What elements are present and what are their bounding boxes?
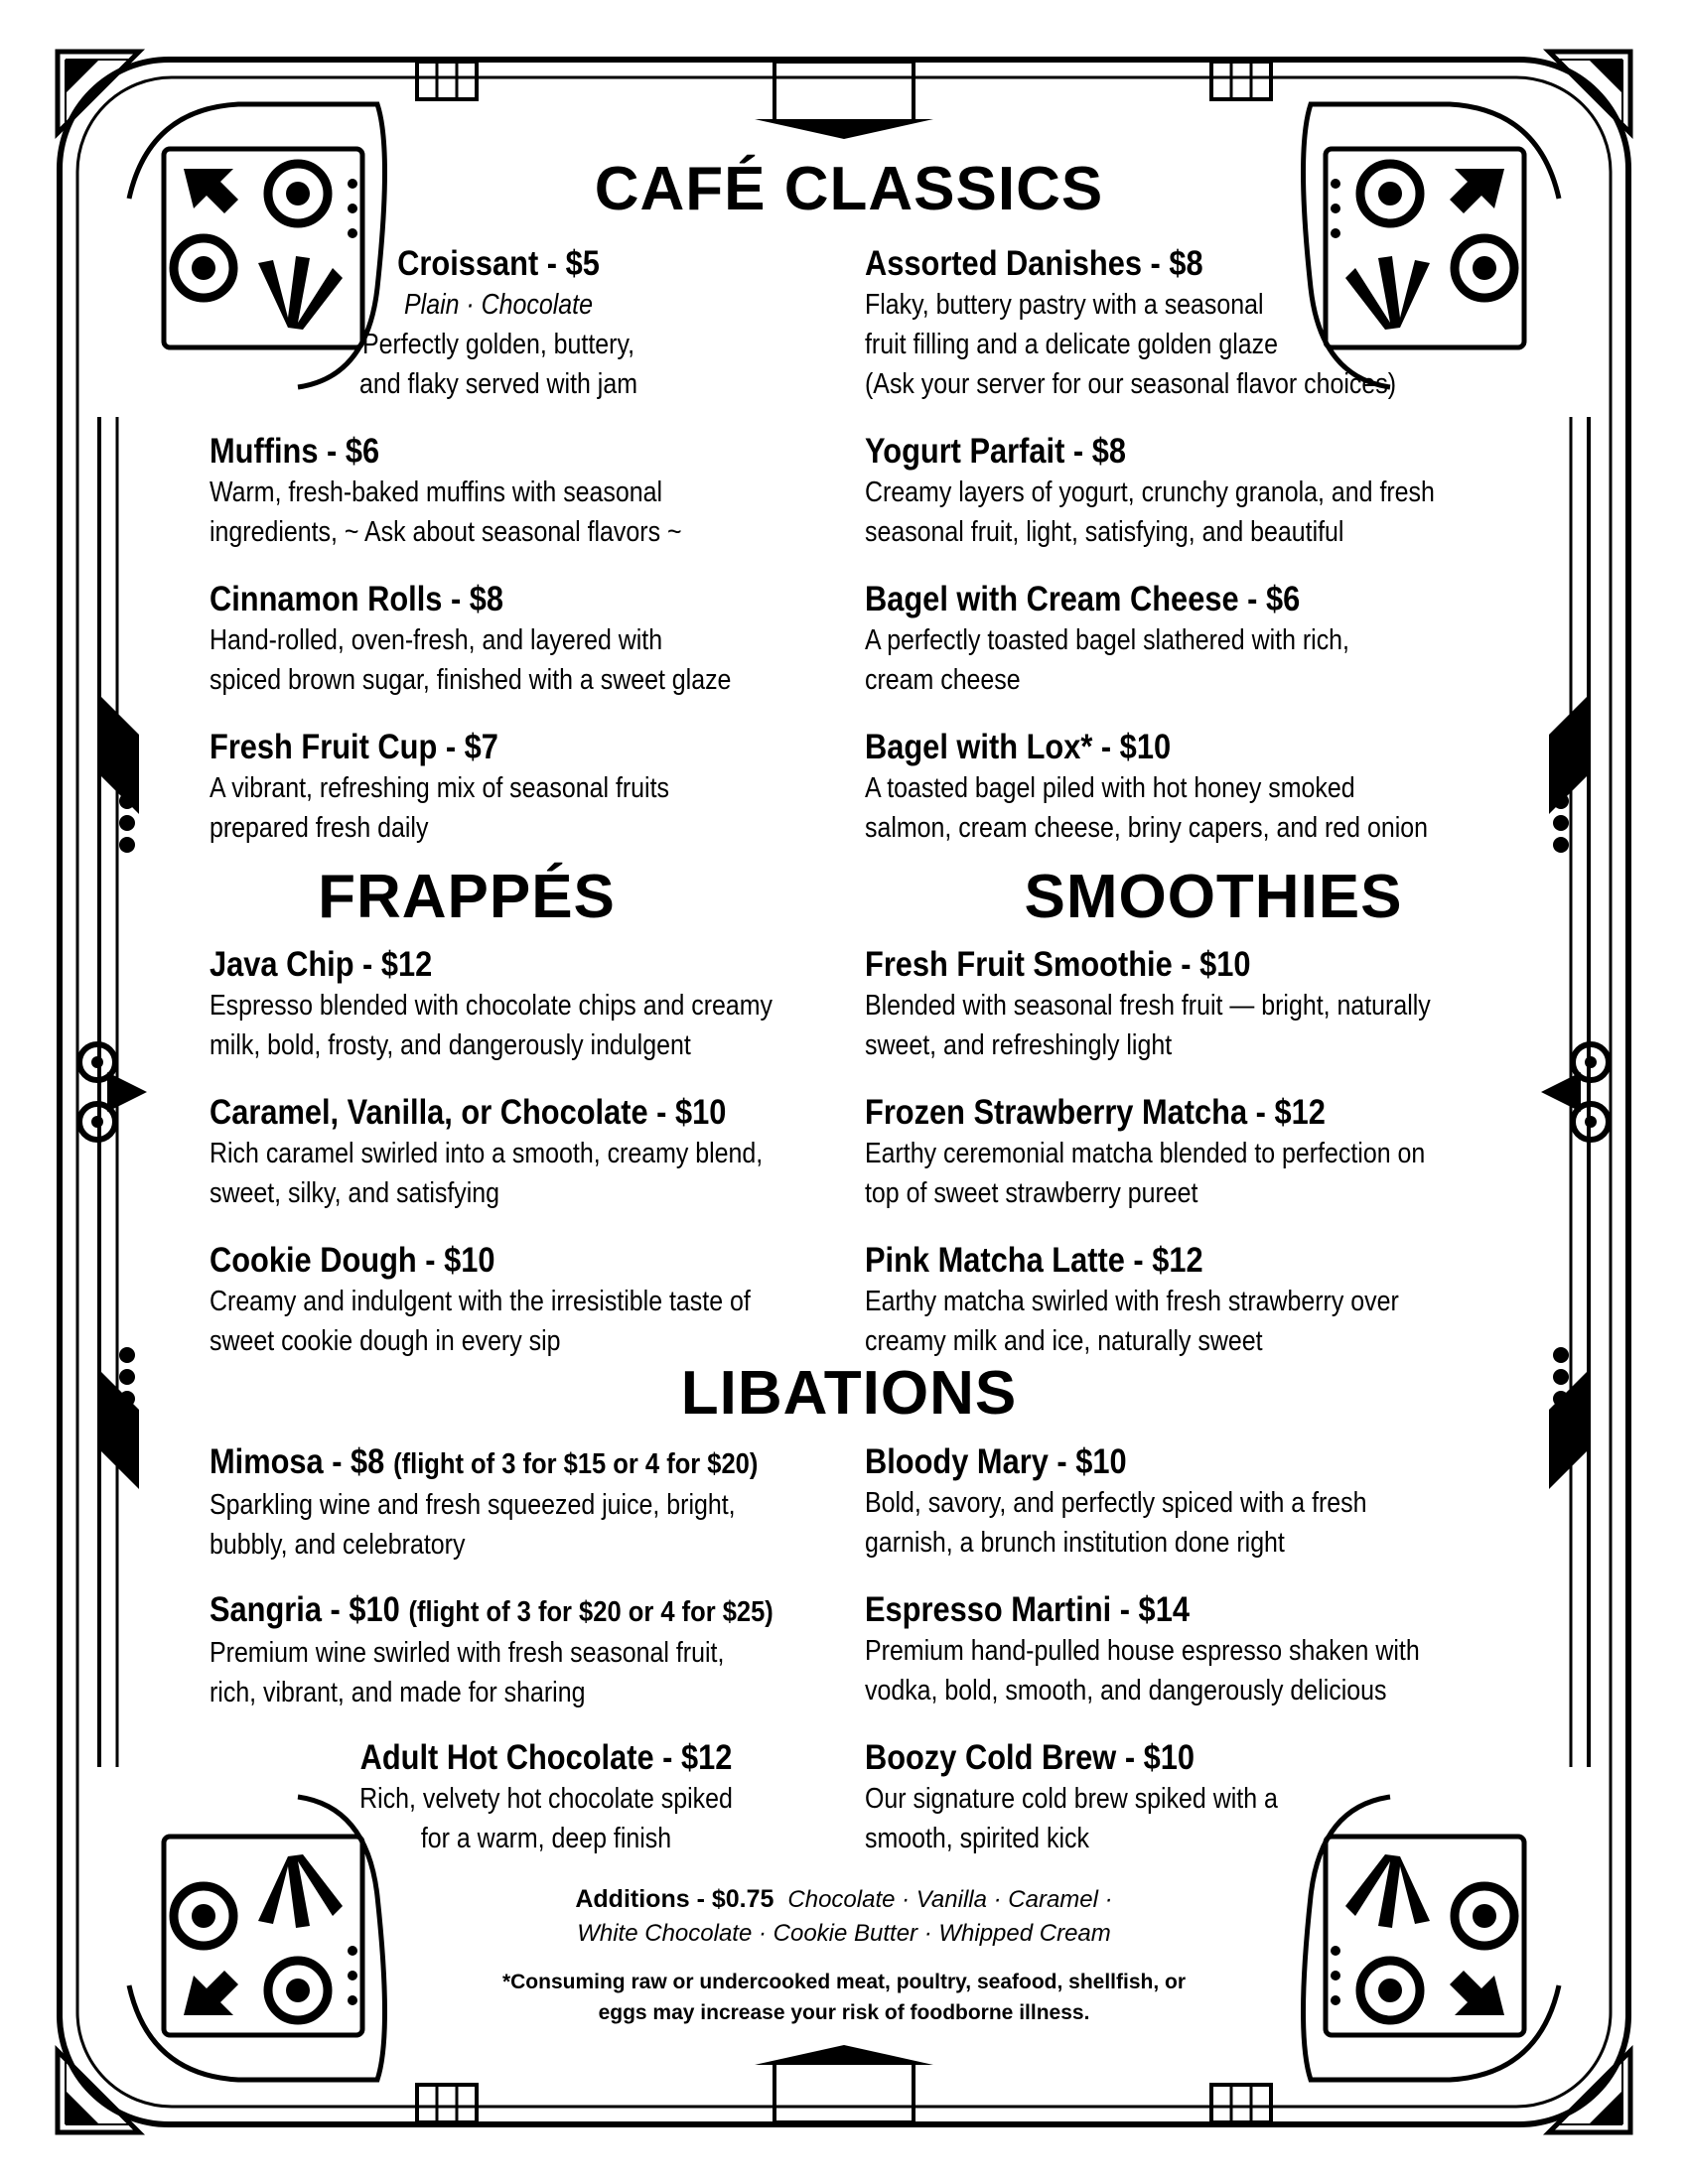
item-title: Bagel with Cream Cheese - $6 xyxy=(865,580,1301,618)
item-title: Muffins - $6 xyxy=(210,432,380,471)
menu-item-bagel-cream-cheese xyxy=(865,579,1520,700)
item-title: Pink Matcha Latte - $12 xyxy=(865,1241,1203,1280)
item-title xyxy=(210,1589,786,1633)
item-desc: Warm, fresh-baked muffins with seasonal xyxy=(210,477,663,508)
menu-item-yogurt-parfait xyxy=(865,431,1520,552)
heading-cafe-classics: CAFÉ CLASSICS xyxy=(594,155,1104,223)
menu-footer xyxy=(348,1882,1340,2028)
menu-item-bloody-mary xyxy=(865,1441,1520,1563)
item-title: Cookie Dough - $10 xyxy=(210,1241,495,1280)
additions-line1: Chocolate · Vanilla · Caramel · xyxy=(787,1886,1113,1913)
item-title: Espresso Martini - $14 xyxy=(865,1590,1190,1629)
item-desc: salmon, cream cheese, briny capers, and red onion xyxy=(865,812,1428,844)
item-title: Java Chip - $12 xyxy=(210,945,433,984)
heading-libations: LIBATIONS xyxy=(680,1359,1018,1428)
item-title: Croissant - $5 xyxy=(397,244,600,283)
item-desc: sweet, silky, and satisfying xyxy=(210,1177,500,1209)
item-title: Caramel, Vanilla, or Chocolate - $10 xyxy=(210,1093,727,1132)
item-desc: A perfectly toasted bagel slathered with rich, xyxy=(865,624,1349,656)
menu-item-fresh-fruit-smoothie xyxy=(865,944,1520,1065)
item-desc: seasonal fruit, light, satisfying, and beautiful xyxy=(865,516,1344,548)
menu-item-caramel-vanilla-chocolate xyxy=(210,1092,865,1213)
item-title: Cinnamon Rolls - $8 xyxy=(210,580,504,618)
item-desc: creamy milk and ice, naturally sweet xyxy=(865,1325,1263,1357)
additions-line xyxy=(348,1917,1340,1951)
item-desc: Earthy matcha swirled with fresh strawberry over xyxy=(865,1286,1399,1317)
item-desc: (Ask your server for our seasonal flavor choices) xyxy=(865,368,1397,400)
menu-item-espresso-martini xyxy=(865,1589,1520,1710)
menu-item-sangria xyxy=(210,1589,865,1712)
item-desc: Bold, savory, and perfectly spiced with a fresh xyxy=(865,1487,1367,1519)
menu-item-fresh-fruit-cup xyxy=(210,727,865,848)
item-desc: Perfectly golden, buttery, xyxy=(361,329,635,360)
menu-item-boozy-cold-brew xyxy=(865,1737,1520,1858)
menu-item-bagel-lox xyxy=(865,727,1520,848)
additions xyxy=(348,1882,1340,1917)
menu-item-cookie-dough xyxy=(210,1240,865,1361)
menu-item-java-chip xyxy=(210,944,865,1065)
item-desc: milk, bold, frosty, and dangerously indulgent xyxy=(210,1029,691,1061)
item-desc: bubbly, and celebratory xyxy=(210,1529,466,1561)
item-title xyxy=(210,1441,786,1485)
item-title: Assorted Danishes - $8 xyxy=(865,244,1203,283)
item-desc: Rich caramel swirled into a smooth, creamy blend, xyxy=(210,1138,764,1169)
disclaimer-line2: eggs may increase your risk of foodborne illness. xyxy=(598,2001,1090,2024)
item-desc: Our signature cold brew spiked with a xyxy=(865,1783,1278,1815)
item-desc: vodka, bold, smooth, and dangerously delicious xyxy=(865,1675,1387,1706)
item-desc: smooth, spirited kick xyxy=(865,1823,1089,1854)
item-name: Mimosa - $8 xyxy=(210,1442,385,1481)
item-desc: ingredients, ~ Ask about seasonal flavors ~ xyxy=(210,516,682,548)
item-desc: garnish, a brunch institution done right xyxy=(865,1527,1285,1559)
item-variants: Plain · Chocolate xyxy=(404,289,593,321)
menu-item-pink-matcha-latte xyxy=(865,1240,1520,1361)
item-desc: Earthy ceremonial matcha blended to perfection on xyxy=(865,1138,1426,1169)
item-title: Adult Hot Chocolate - $12 xyxy=(359,1738,733,1777)
item-desc: Premium hand-pulled house espresso shaken with xyxy=(865,1635,1420,1667)
additions-label: Additions - $0.75 xyxy=(575,1885,774,1913)
item-name: Sangria - $10 xyxy=(210,1590,400,1629)
item-desc: cream cheese xyxy=(865,664,1021,696)
item-desc: A toasted bagel piled with hot honey smoked xyxy=(865,772,1355,804)
flight-note: (flight of 3 for $15 or 4 for $20) xyxy=(393,1448,759,1480)
item-title: Frozen Strawberry Matcha - $12 xyxy=(865,1093,1326,1132)
item-desc: Hand-rolled, oven-fresh, and layered with xyxy=(210,624,663,656)
menu-item-croissant xyxy=(230,243,767,404)
item-desc: top of sweet strawberry pureet xyxy=(865,1177,1198,1209)
item-desc: Premium wine swirled with fresh seasonal fruit, xyxy=(210,1637,725,1669)
item-desc: sweet, and refreshingly light xyxy=(865,1029,1173,1061)
flight-note: (flight of 3 for $20 or 4 for $25) xyxy=(408,1596,774,1628)
item-desc: Blended with seasonal fresh fruit — bright, naturally xyxy=(865,990,1431,1022)
disclaimer-line1: *Consuming raw or undercooked meat, poultry, seafood, shellfish, or xyxy=(501,1971,1187,1993)
item-title: Fresh Fruit Cup - $7 xyxy=(210,728,498,766)
item-title: Bagel with Lox* - $10 xyxy=(865,728,1172,766)
menu-item-cinnamon-rolls xyxy=(210,579,865,700)
item-desc: Creamy and indulgent with the irresistible taste of xyxy=(210,1286,751,1317)
item-title: Fresh Fruit Smoothie - $10 xyxy=(865,945,1251,984)
item-desc: sweet cookie dough in every sip xyxy=(210,1325,561,1357)
item-desc: prepared fresh daily xyxy=(210,812,429,844)
menu-item-frozen-strawberry-matcha xyxy=(865,1092,1520,1213)
additions-line2: White Chocolate · Cookie Butter · Whipped Cream xyxy=(577,1920,1111,1947)
item-title: Boozy Cold Brew - $10 xyxy=(865,1738,1196,1777)
heading-frappes: FRAPPÉS xyxy=(318,863,616,931)
item-desc: Espresso blended with chocolate chips and creamy xyxy=(210,990,774,1022)
item-desc: for a warm, deep finish xyxy=(420,1823,672,1854)
menu-item-mimosa xyxy=(210,1441,865,1565)
food-safety-disclaimer xyxy=(348,1967,1340,2028)
item-desc: fruit filling and a delicate golden glaze xyxy=(865,329,1278,360)
heading-smoothies: SMOOTHIES xyxy=(1024,863,1403,931)
menu-item-adult-hot-chocolate xyxy=(288,1737,804,1858)
item-desc: Sparkling wine and fresh squeezed juice, bright, xyxy=(210,1489,736,1521)
item-desc: rich, vibrant, and made for sharing xyxy=(210,1677,586,1708)
item-desc: spiced brown sugar, finished with a sweet glaze xyxy=(210,664,732,696)
item-title: Bloody Mary - $10 xyxy=(865,1442,1127,1481)
item-desc: and flaky served with jam xyxy=(358,368,638,400)
menu-item-danishes xyxy=(865,243,1520,404)
item-desc: Rich, velvety hot chocolate spiked xyxy=(359,1783,733,1815)
item-title: Yogurt Parfait - $8 xyxy=(865,432,1126,471)
menu-item-muffins xyxy=(210,431,865,552)
item-desc: Flaky, buttery pastry with a seasonal xyxy=(865,289,1264,321)
item-desc: Creamy layers of yogurt, crunchy granola, and fresh xyxy=(865,477,1435,508)
item-desc: A vibrant, refreshing mix of seasonal fruits xyxy=(210,772,669,804)
